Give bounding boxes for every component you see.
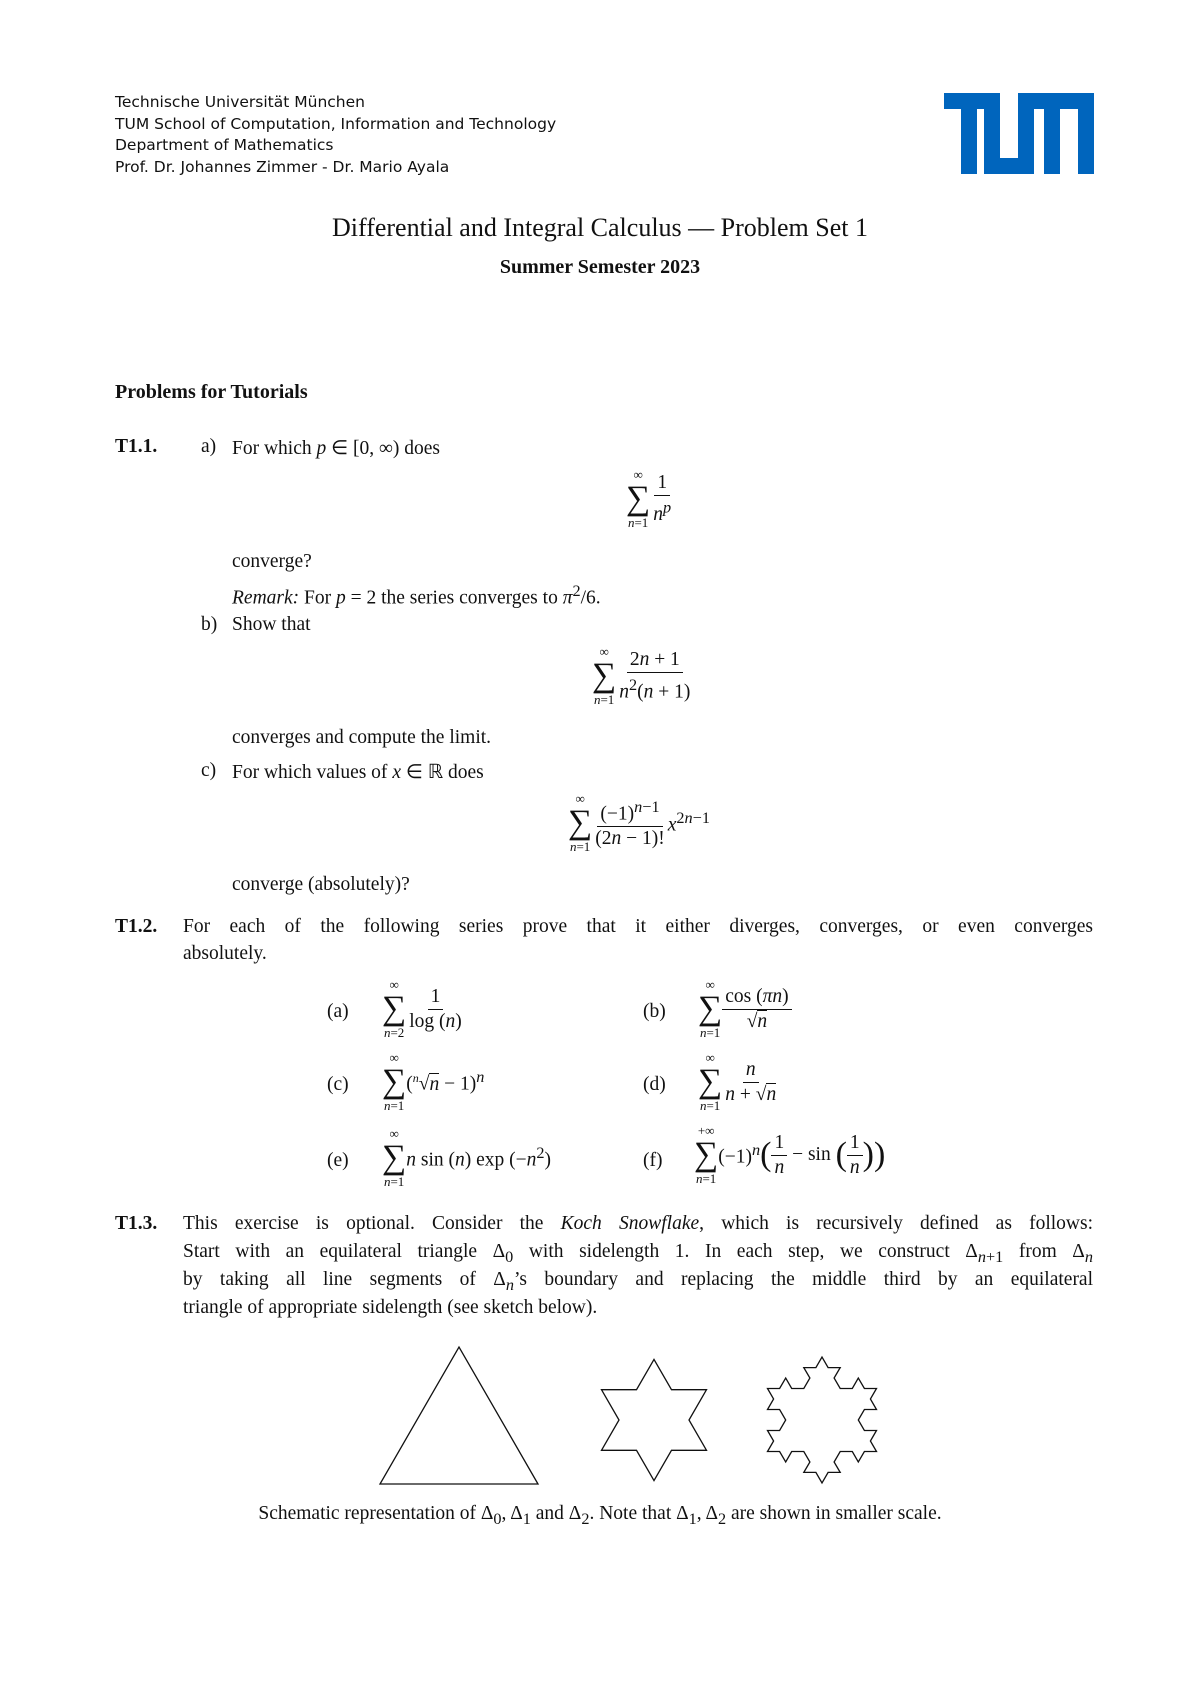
koch-snowflake-figure: [370, 1340, 910, 1490]
formula-t12e: ∞ ∑ n=1 n sin (n) $\exp (-n^2)$: [382, 1126, 552, 1189]
formula-t12d: ∞ ∑ n=1 $\frac{n}{n + √n}$: [698, 1050, 777, 1113]
problem-label-t11: T1.1.: [115, 436, 158, 457]
institution-header: [115, 92, 556, 178]
koch-delta1: [602, 1359, 707, 1480]
part-a-after: converge?: [232, 551, 312, 572]
part-marker-b: b): [201, 614, 218, 635]
t13-text-line4: triangle of appropriate sidelength (see sketch below).: [183, 1297, 598, 1318]
formula-t12f: +∞ ∑ n=1 $(-1)^n$ ( $\frac{1}{n}$ − sin ( $\frac{1}{n}$ )): [694, 1123, 886, 1186]
formula-t12c: ∞ ∑ n=1 $(^n√n - 1)^n$: [382, 1050, 485, 1113]
university-name: Technische Universität München: [115, 93, 365, 111]
part-marker-c: c): [201, 760, 217, 781]
formula-t11a: ∞ ∑ n=1 $\frac{1}{n^p}$: [626, 467, 672, 530]
item-label-a: (a): [327, 1001, 349, 1022]
item-label-f: (f): [643, 1150, 663, 1171]
koch-delta2: [768, 1357, 877, 1483]
instructors: Prof. Dr. Johannes Zimmer - Dr. Mario Ayala: [115, 157, 450, 176]
problem-label-t13: T1.3.: [115, 1213, 158, 1234]
document-title: Differential and Integral Calculus — Problem Set 1: [332, 213, 868, 242]
part-a-remark: Remark: For p = 2 the series converges to $\pi^2/6$.: [232, 582, 601, 609]
part-b-intro: Show that: [232, 614, 311, 635]
part-marker-a: a): [201, 436, 217, 457]
part-c-intro: For which values of x ∈ ℝ does: [232, 762, 484, 783]
part-a-intro: For which p ∈ [0, ∞) does: [232, 438, 440, 459]
remark-label: Remark:: [232, 587, 300, 609]
t12-text-line1: For each of the following series prove that it either diverges, converges, or even converges: [183, 916, 1093, 937]
koch-delta0: [380, 1347, 538, 1484]
t13-text-line2: Start with an equilateral triangle $\Delta_0$ with sidelength 1. In each step, we construct $\Delta_{n+1}$ from $\Delta_n$: [183, 1241, 1093, 1266]
figure-caption: Schematic representation of $\Delta_0$, $\Delta_1$ and $\Delta_2$. Note that $\Delta_1$, $\Delta_2$ are shown in smaller scale.: [258, 1503, 942, 1528]
item-label-d: (d): [643, 1074, 666, 1095]
t13-text-line1: This exercise is optional. Consider the Koch Snowflake, which is recursively defined as follows:: [183, 1213, 1094, 1234]
item-label-c: (c): [327, 1074, 349, 1095]
department-name: Department of Mathematics: [115, 136, 334, 154]
formula-t11b: ∞ ∑ n=1 $\frac{2n + 1}{n^2(n + 1)}$: [592, 644, 691, 707]
section-heading: Problems for Tutorials: [115, 381, 308, 403]
part-b-after: converges and compute the limit.: [232, 727, 492, 748]
document-subtitle: Summer Semester 2023: [499, 256, 701, 278]
part-c-after: converge (absolutely)?: [232, 874, 410, 895]
formula-t12b: ∞ ∑ n=1 $\frac{\cos (\pi n)}{√n}$: [698, 978, 792, 1040]
problem-label-t12: T1.2.: [115, 916, 158, 937]
item-label-b: (b): [643, 1001, 666, 1022]
formula-t12a: ∞ ∑ n=2 $\frac{1}{\log (n)}$: [382, 977, 462, 1040]
tum-logo: [944, 93, 1094, 174]
formula-t11c: ∞ ∑ n=1 $\frac{(-1)^{n-1}}{(2n - 1)!}$ $x^{2n-1}$: [568, 791, 710, 854]
t13-text-line3: by taking all line segments of $\Delta_n’s$ boundary and replacing the middle third by an equilateral: [183, 1269, 1094, 1294]
t12-text-line2: absolutely.: [183, 943, 267, 964]
item-label-e: (e): [327, 1150, 349, 1171]
school-name: TUM School of Computation, Information and Technology: [115, 114, 557, 133]
